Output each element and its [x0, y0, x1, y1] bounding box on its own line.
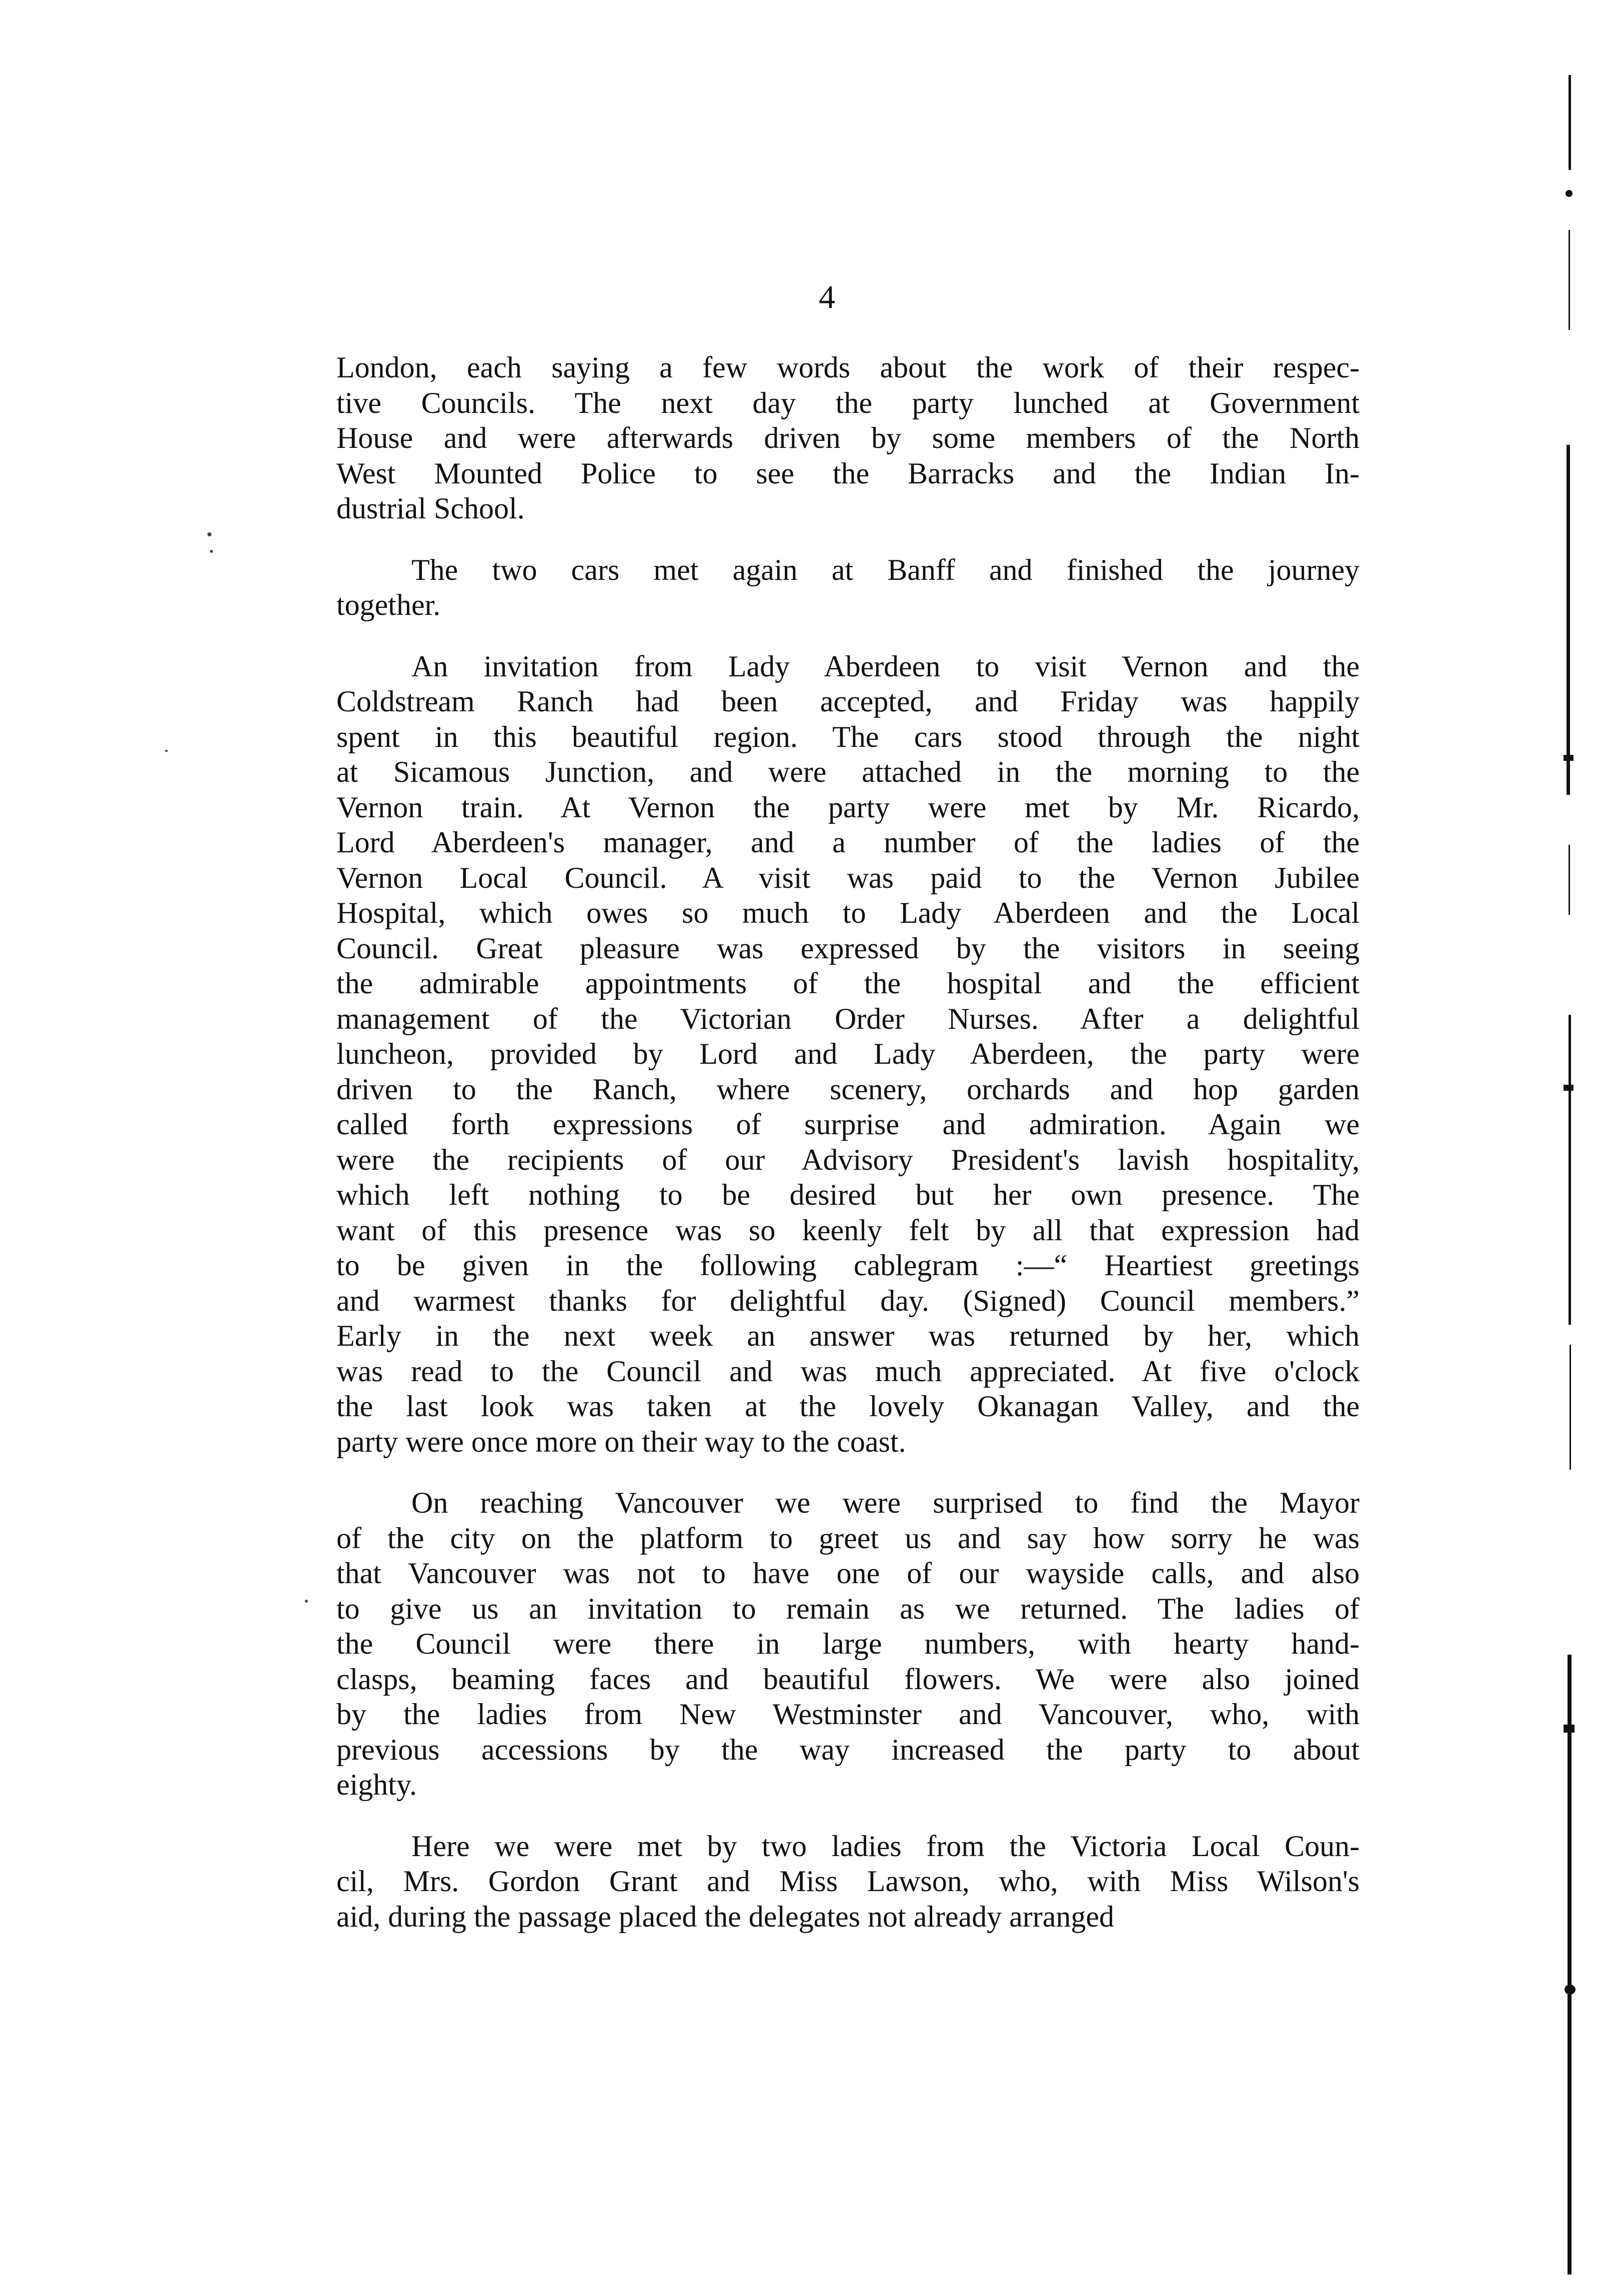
text-line: Vernon train. At Vernon the party were met by Mr. Ricardo, [336, 790, 1360, 824]
text-line: clasps, beaming faces and beautiful flowers. We were also joined [336, 1662, 1360, 1696]
paragraph [336, 1485, 1360, 1803]
text-line: at Sicamous Junction, and were attached in the morning to the [336, 755, 1360, 788]
scan-speck [207, 532, 211, 536]
text-line: West Mounted Police to see the Barracks and the Indian In- [336, 456, 1360, 490]
text-line: cil, Mrs. Gordon Grant and Miss Lawson, who, with Miss Wilson's [336, 1865, 1360, 1898]
body-text [336, 350, 1360, 1934]
scan-speck [165, 750, 168, 752]
paragraph [336, 552, 1360, 623]
text-line: Here we were met by two ladies from the Victoria Local Coun- [411, 1829, 1360, 1863]
text-line: previous accessions by the way increased the party to about [336, 1733, 1360, 1766]
text-line: was read to the Council and was much appreciated. At five o'clock [336, 1354, 1360, 1388]
text-line: Vernon Local Council. A visit was paid to the Vernon Jubilee [336, 861, 1360, 894]
paragraph [336, 649, 1360, 1460]
text-line: that Vancouver was not to have one of our wayside calls, and also [336, 1557, 1360, 1590]
scan-speck [305, 1600, 308, 1603]
text-line: Hospital, which owes so much to Lady Aberdeen and the Local [336, 896, 1360, 929]
text-line: aid, during the passage placed the delegates not already arranged [336, 1900, 1114, 1933]
text-line: tive Councils. The next day the party lunched at Government [336, 386, 1360, 419]
text-line: were the recipients of our Advisory President's lavish hospitality, [336, 1143, 1360, 1176]
text-line: to give us an invitation to remain as we returned. The ladies of [336, 1592, 1360, 1625]
text-line: of the city on the platform to greet us and say how sorry he was [336, 1521, 1360, 1555]
text-line: called forth expressions of surprise and admiration. Again we [336, 1108, 1360, 1141]
text-line: to be given in the following cablegram :—“ Heartiest greetings [336, 1249, 1360, 1282]
paragraph [336, 1829, 1360, 1935]
text-line: eighty. [336, 1768, 417, 1801]
page-number: 4 [819, 279, 835, 315]
text-line: driven to the Ranch, where scenery, orchards and hop garden [336, 1072, 1360, 1106]
text-line: luncheon, provided by Lord and Lady Aberdeen, the party were [336, 1037, 1360, 1070]
binding-edge-marks [1560, 65, 1580, 2240]
text-line: together. [336, 588, 441, 621]
text-line: want of this presence was so keenly felt by all that expression had [336, 1213, 1360, 1247]
text-line: management of the Victorian Order Nurses. After a delightful [336, 1002, 1360, 1035]
scan-speck [210, 550, 213, 553]
text-line: Lord Aberdeen's manager, and a number of the ladies of the [336, 826, 1360, 859]
text-line: the last look was taken at the lovely Okanagan Valley, and the [336, 1390, 1360, 1423]
text-line: House and were afterwards driven by some members of the North [336, 421, 1360, 454]
text-line: Coldstream Ranch had been accepted, and Friday was happily [336, 685, 1360, 718]
text-line: An invitation from Lady Aberdeen to visit Vernon and the [411, 649, 1360, 683]
text-line: The two cars met again at Banff and finished the journey [411, 553, 1360, 586]
text-line: which left nothing to be desired but her own presence. The [336, 1178, 1360, 1211]
text-line: and warmest thanks for delightful day. (Signed) Council members.” [336, 1284, 1360, 1317]
text-line: spent in this beautiful region. The cars stood through the night [336, 720, 1360, 753]
text-line: dustrial School. [336, 492, 525, 525]
paragraph [336, 350, 1360, 526]
text-line: Early in the next week an answer was returned by her, which [336, 1319, 1360, 1352]
text-line: the Council were there in large numbers, with hearty hand- [336, 1627, 1360, 1660]
text-line: party were once more on their way to the coast. [336, 1425, 906, 1458]
text-line: On reaching Vancouver we were surprised to find the Mayor [411, 1486, 1360, 1519]
text-line: by the ladies from New Westminster and Vancouver, who, with [336, 1698, 1360, 1731]
text-line: Council. Great pleasure was expressed by the visitors in seeing [336, 931, 1360, 965]
text-line: London, each saying a few words about the work of their respec- [336, 351, 1360, 384]
text-line: the admirable appointments of the hospital and the efficient [336, 967, 1360, 1000]
